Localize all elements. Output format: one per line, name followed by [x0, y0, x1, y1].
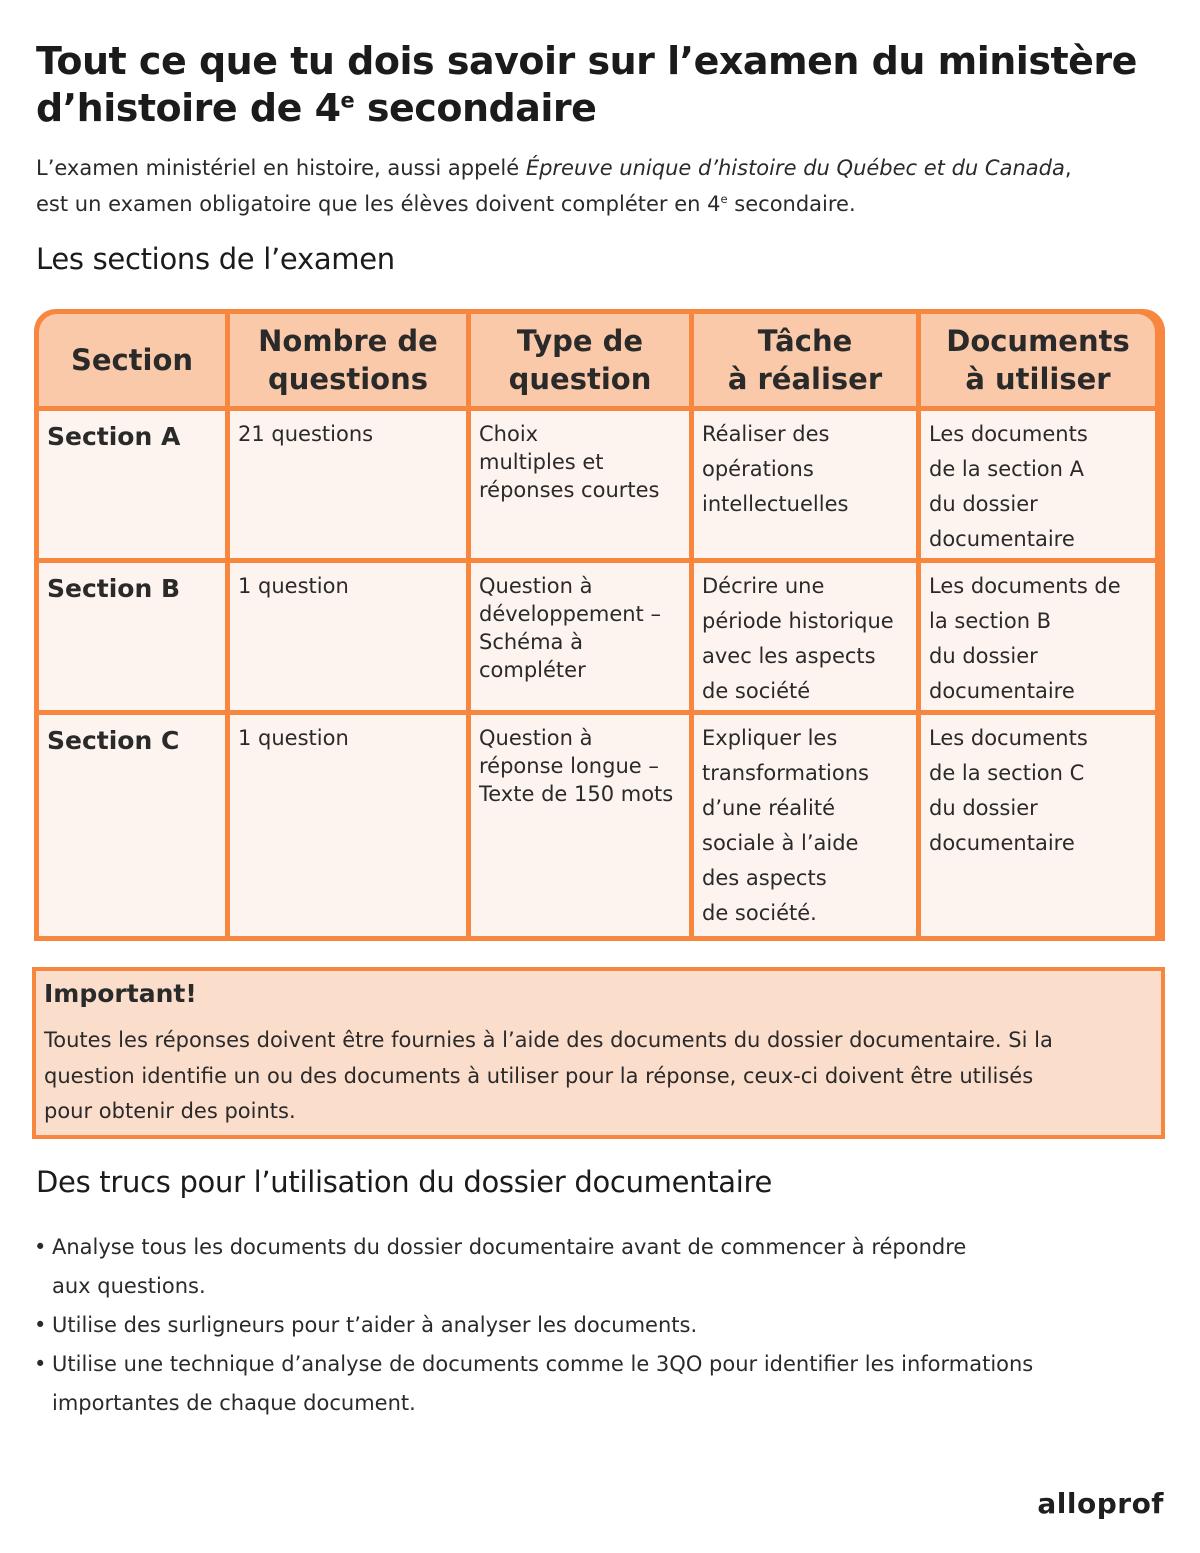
tips-heading: Des trucs pour l’utilisation du dossier documentaire	[36, 1165, 773, 1199]
sections-heading: Les sections de l’examen	[36, 242, 395, 276]
header-label: question	[508, 362, 652, 396]
row-type-cell	[471, 411, 689, 558]
row-task-cell	[694, 563, 916, 710]
row-type-cell	[471, 715, 689, 936]
task-line: intellectuelles	[702, 492, 849, 516]
table-row	[39, 411, 1155, 558]
intro-italic: Épreuve unique d’histoire du Québec et du Canada	[525, 156, 1065, 180]
task-line: d’une réalité	[702, 796, 836, 820]
docs-line: du dossier	[929, 644, 1038, 668]
row-section-cell	[39, 563, 225, 710]
type-line: Question à	[479, 726, 593, 750]
header-type	[471, 314, 689, 406]
docs-line: du dossier	[929, 796, 1038, 820]
intro-text-d: secondaire.	[727, 192, 856, 216]
exam-table-grid	[34, 309, 1160, 941]
tip-line: aux questions.	[52, 1274, 206, 1298]
header-label: Documents	[946, 324, 1130, 358]
intro-text-a: L’examen ministériel en histoire, aussi appelé	[36, 156, 526, 180]
intro-sup: e	[720, 192, 728, 206]
type-line: multiples et	[479, 450, 604, 474]
tip-line: Utilise des surligneurs pour t’aider à analyser les documents.	[52, 1313, 698, 1337]
row-count-value: 21 questions	[238, 422, 374, 446]
list-item	[34, 1228, 1154, 1306]
page-title-line2b: secondaire	[354, 86, 597, 130]
important-line: Toutes les réponses doivent être fournies à l’aide des documents du dossier documentaire. Si la	[44, 1028, 1053, 1052]
task-line: période historique	[702, 609, 894, 633]
tip-line: importantes de chaque document.	[52, 1391, 416, 1415]
task-line: Réaliser des	[702, 422, 830, 446]
header-count	[230, 314, 466, 406]
row-docs-cell	[921, 715, 1155, 936]
type-line: réponse longue –	[479, 754, 659, 778]
row-type-cell	[471, 563, 689, 710]
intro-text-b: ,	[1064, 156, 1072, 180]
page-title-line2a: d’histoire de 4	[36, 86, 341, 130]
docs-line: Les documents	[929, 726, 1088, 750]
header-label: à réaliser	[727, 362, 883, 396]
task-line: de société	[702, 679, 811, 703]
docs-line: du dossier	[929, 492, 1038, 516]
header-label: questions	[268, 362, 428, 396]
table-row	[39, 715, 1155, 936]
important-line: question identifie un ou des documents à utiliser pour la réponse, ceux-ci doivent être utilisés	[44, 1063, 1034, 1088]
row-count-value: 1 question	[238, 574, 349, 598]
page-title-sup: e	[340, 88, 355, 113]
intro-text-c: est un examen obligatoire que les élèves doivent compléter en 4	[36, 192, 721, 216]
docs-line: la section B	[929, 609, 1052, 633]
header-label: à utiliser	[965, 362, 1111, 396]
type-line: réponses courtes	[479, 478, 660, 502]
type-line: développement –	[479, 602, 661, 626]
tip-line: Utilise une technique d’analyse de documents comme le 3QO pour identifier les informations	[52, 1352, 1034, 1376]
header-label: Section	[70, 343, 194, 377]
tips-list	[34, 1228, 1154, 1423]
page-title-line1: Tout ce que tu dois savoir sur l’examen du ministère	[36, 39, 1137, 83]
row-section-cell	[39, 411, 225, 558]
tip-line: Analyse tous les documents du dossier documentaire avant de commencer à répondre	[52, 1235, 967, 1259]
row-section-label: Section A	[47, 422, 181, 451]
row-docs-cell	[921, 411, 1155, 558]
row-count-cell	[230, 563, 466, 710]
docs-line: de la section A	[929, 457, 1084, 481]
bullet-icon: •	[34, 1352, 47, 1376]
task-line: de société.	[702, 901, 817, 925]
intro-paragraph	[36, 150, 1166, 222]
bullet-icon: •	[34, 1235, 47, 1259]
table-row	[39, 563, 1155, 710]
important-text	[44, 1023, 1152, 1130]
header-documents	[921, 314, 1155, 406]
important-title: Important!	[44, 979, 197, 1008]
exam-sections-table	[34, 309, 1165, 941]
row-task-cell	[694, 411, 916, 558]
header-label: Type de	[516, 324, 644, 358]
row-section-label: Section C	[47, 726, 180, 755]
docs-line: Les documents de	[929, 574, 1121, 598]
row-count-value: 1 question	[238, 726, 349, 750]
header-task	[694, 314, 916, 406]
docs-line: de la section C	[929, 761, 1085, 785]
alloprof-logo: alloprof	[1037, 1487, 1164, 1520]
list-item	[34, 1306, 1154, 1345]
important-line: pour obtenir des points.	[44, 1099, 296, 1123]
docs-line: documentaire	[929, 831, 1075, 855]
task-line: Décrire une	[702, 574, 825, 598]
type-line: Texte de 150 mots	[479, 782, 674, 806]
type-line: compléter	[479, 658, 586, 682]
table-header-row	[39, 314, 1155, 406]
row-count-cell	[230, 715, 466, 936]
task-line: transformations	[702, 761, 869, 785]
type-line: Choix	[479, 422, 539, 446]
header-label: Nombre de	[258, 324, 438, 358]
row-section-cell	[39, 715, 225, 936]
docs-line: documentaire	[929, 679, 1075, 703]
type-line: Question à	[479, 574, 593, 598]
header-section	[39, 314, 225, 406]
task-line: opérations	[702, 457, 814, 481]
page-title	[36, 38, 1166, 132]
row-count-cell	[230, 411, 466, 558]
list-item	[34, 1345, 1154, 1423]
docs-line: Les documents	[929, 422, 1088, 446]
row-task-cell	[694, 715, 916, 936]
task-line: sociale à l’aide	[702, 831, 859, 855]
docs-line: documentaire	[929, 527, 1075, 551]
task-line: Expliquer les	[702, 726, 838, 750]
header-label: Tâche	[757, 324, 853, 358]
task-line: des aspects	[702, 866, 827, 890]
row-section-label: Section B	[47, 574, 181, 603]
important-callout	[32, 967, 1165, 1139]
task-line: avec les aspects	[702, 644, 876, 668]
type-line: Schéma à	[479, 630, 583, 654]
bullet-icon: •	[34, 1313, 47, 1337]
row-docs-cell	[921, 563, 1155, 710]
